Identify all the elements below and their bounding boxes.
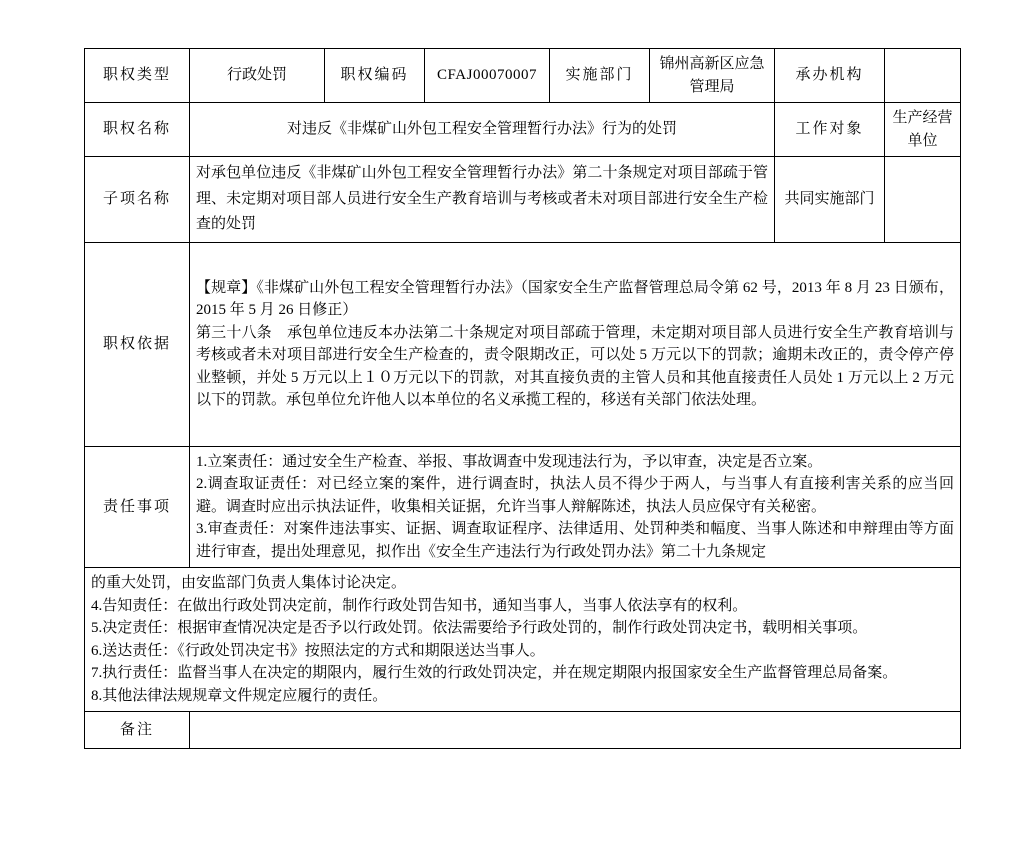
duty-item-2: 2.调查取证责任：对已经立案的案件，进行调查时，执法人员不得少于两人，与当事人有直接利害关系的应当回避。调查时应出示执法证件，收集相关证据，允许当事人辩解陈述，执法人员应保守有关秘密。 <box>196 476 954 515</box>
table-row-duties-part1 <box>85 446 961 568</box>
label-authority-code: 职权编码 <box>325 49 425 103</box>
label-duty-items: 责任事项 <box>85 446 190 568</box>
basis-paragraph-1: 【规章】《非煤矿山外包工程安全管理暂行办法》（国家安全生产监督管理总局令第 62 号，2013 年 8 月 23 日颁布，2015 年 5 月 26 日修正） <box>196 279 954 318</box>
label-authority-name: 职权名称 <box>85 103 190 157</box>
label-authority-type: 职权类型 <box>85 49 190 103</box>
table-row-duties-part2 <box>85 568 961 712</box>
duty-item-1: 1.立案责任：通过安全生产检查、举报、事故调查中发现违法行为，予以审查，决定是否立案。 <box>196 453 823 470</box>
label-implementing-department: 实施部门 <box>550 49 650 103</box>
value-authority-code: CFAJ00070007 <box>425 49 550 103</box>
value-duty-items-part2 <box>85 568 961 712</box>
value-subitem-name: 对承包单位违反《非煤矿山外包工程安全管理暂行办法》第二十条规定对项目部疏于管理、未定期对项目部人员进行安全生产教育培训与考核或者未对项目部进行安全生产检查的处罚 <box>190 157 775 243</box>
label-authority-basis: 职权依据 <box>85 242 190 446</box>
label-joint-department: 共同实施部门 <box>775 157 885 243</box>
duty-item-8: 8.其他法律法规规章文件规定应履行的责任。 <box>91 687 388 704</box>
label-subitem-name: 子项名称 <box>85 157 190 243</box>
value-authority-basis <box>190 242 961 446</box>
value-implementing-department: 锦州高新区应急管理局 <box>650 49 775 103</box>
label-work-object: 工作对象 <box>775 103 885 157</box>
value-authority-name: 对违反《非煤矿山外包工程安全管理暂行办法》行为的处罚 <box>190 103 775 157</box>
duty-item-7: 7.执行责任：监督当事人在决定的期限内，履行生效的行政处罚决定，并在规定期限内报国家安全生产监督管理总局备案。 <box>91 665 898 681</box>
duty-item-6: 6.送达责任：《行政处罚决定书》按照法定的方式和期限送达当事人。 <box>91 642 545 659</box>
table-row-remark <box>85 712 961 749</box>
value-work-object: 生产经营单位 <box>885 103 961 157</box>
table-row-name <box>85 103 961 157</box>
duty-item-3-cont: 的重大处罚，由安监部门负责人集体讨论决定。 <box>91 575 407 591</box>
duty-item-3: 3.审查责任：对案件违法事实、证据、调查取证程序、法律适用、处罚种类和幅度、当事人陈述和申辩理由等方面进行审查，提出处理意见，拟作出《安全生产违法行为行政处罚办法》第二十九条规定 <box>196 521 954 560</box>
basis-top-space <box>196 247 954 277</box>
table-row-subitem <box>85 157 961 243</box>
table-row-type <box>85 49 961 103</box>
basis-bottom-space <box>196 412 954 442</box>
value-undertaking-organization <box>885 49 961 103</box>
value-authority-type: 行政处罚 <box>190 49 325 103</box>
value-remark <box>190 712 961 749</box>
label-undertaking-organization: 承办机构 <box>775 49 885 103</box>
basis-paragraph-2: 第三十八条 承包单位违反本办法第二十条规定对项目部疏于管理，未定期对项目部人员进行安全生产教育培训与考核或者未对项目部进行安全生产检查的，责令限期改正，可以处 5 万元以下的罚款；逾期未改正的，责令停产停业整顿，并处 5 万元以上１０万元以下的罚款，对其直接负责的主管人员和其他直接责任人员处 1 万元以上 2 万元以下的罚款。承包单位允许他人以本单位的名义承揽工程的，移送有关部门依法处理。 <box>196 324 954 408</box>
duty-item-5: 5.决定责任：根据审查情况决定是否予以行政处罚。依法需要给予行政处罚的，制作行政处罚决定书，载明相关事项。 <box>91 620 868 636</box>
authority-info-table <box>84 48 961 749</box>
label-remark: 备注 <box>85 712 190 749</box>
duty-item-4: 4.告知责任：在做出行政处罚决定前，制作行政处罚告知书，通知当事人，当事人依法享有的权利。 <box>91 597 748 614</box>
value-duty-items-part1 <box>190 446 961 568</box>
table-row-basis <box>85 242 961 446</box>
value-joint-department <box>885 157 961 243</box>
